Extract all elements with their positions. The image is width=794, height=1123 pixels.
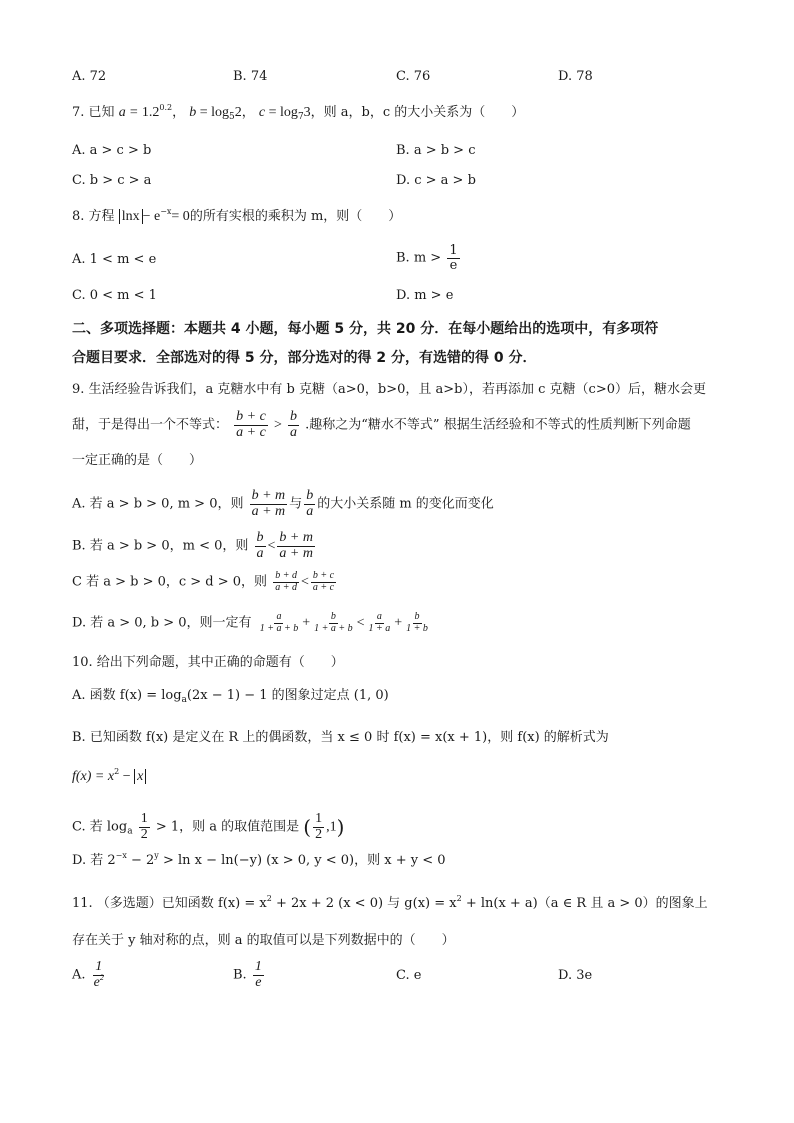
q9-frac2-num: b xyxy=(290,409,298,424)
q9-c-frac1-den: a + d xyxy=(275,581,297,593)
q9-d-frac2-den: 1 + a + b xyxy=(314,622,353,634)
q9-a-frac1-den: a + m xyxy=(251,503,286,519)
q9-d-frac4-num: b xyxy=(414,611,420,622)
q7-log7-arg: 3 xyxy=(303,105,311,120)
q10-b2-exp: 2 xyxy=(114,767,120,776)
q9-c-frac2-den: a + c xyxy=(312,581,335,593)
q9-b-frac2-den: a + m xyxy=(279,545,313,561)
q8-stem xyxy=(72,208,401,226)
q7-log5: log xyxy=(211,105,230,120)
q6-option-b: B. 74 xyxy=(233,69,268,84)
q10-option-b: B. 已知函数 f(x) 是定义在 R 上的偶函数，当 x ≤ 0 时 f(x) = x(x + 1)，则 f(x) 的解析式为 xyxy=(72,730,609,745)
q9-line2 xyxy=(72,410,691,440)
q9-a-frac2-den: a xyxy=(306,503,314,519)
q11-option-a xyxy=(72,960,108,990)
q9-a-frac1-num: b + m xyxy=(251,488,286,503)
q9-d-plus2: + xyxy=(394,615,403,631)
q7-option-a: A. a > c > b xyxy=(72,143,152,158)
q11-option-c: C. e xyxy=(396,968,422,983)
q11-b-frac xyxy=(253,960,264,990)
q9-b-lt: < xyxy=(267,538,276,554)
q10-d-exp2: y xyxy=(154,851,159,860)
q7-log7-base: 7 xyxy=(297,112,304,122)
q9-a-frac2-num: b xyxy=(306,488,314,503)
q10-option-c: C. 若 $\log_a$ $\frac{1}{2}$ > 1，则 a 的取值范围是 ( $\frac{1}{2}$ ,1) xyxy=(72,811,345,842)
q9-d-frac4-den: 1 + b xyxy=(406,622,428,634)
q10-b2-abs: x xyxy=(134,769,146,784)
q9-d-frac2 xyxy=(312,612,355,634)
q9-d-frac1-num: a xyxy=(276,611,282,622)
q9-b-pre: B. 若 a > b > 0，m < 0，则 xyxy=(72,538,249,554)
q8-eq: = 0 xyxy=(171,209,190,224)
q6-option-a: A. 72 xyxy=(72,69,107,84)
section2-line1: 二、多项选择题：本题共 4 小题，每小题 5 分，共 20 分．在每小题给出的选项中，有多项符 xyxy=(72,321,659,337)
q8-option-b-num: 1 xyxy=(449,243,458,258)
q10-c-range-tail: ,1 xyxy=(326,819,337,835)
q7-stem: 7. 已知 $a = 1.2^{0.2}$， $b = \log_52$， $c = \log_73$，则 a，b，c 的大小关系为（ ） xyxy=(72,103,525,122)
q9-a-mid: 与 xyxy=(289,496,303,512)
q9-l2-pre: 甜，于是得出一个不等式： xyxy=(72,417,229,433)
q9-d-frac2-num: b xyxy=(330,611,336,622)
q10-c-range-num: 1 xyxy=(315,811,323,826)
q9-frac1 xyxy=(234,410,268,440)
q8-option-b-frac xyxy=(447,244,459,272)
q9-c-frac2 xyxy=(311,571,336,593)
q9-c-frac1 xyxy=(273,571,299,593)
q9-line3: 一定正确的是（ ） xyxy=(72,453,203,468)
q10-lead: 10. 给出下列命题，其中正确的命题有（ ） xyxy=(72,655,344,670)
q9-gt: > xyxy=(273,417,282,433)
q8-option-b-pre: B. m > xyxy=(396,250,442,266)
q10-option-a xyxy=(72,687,389,705)
q8-option-c: C. 0 < m < 1 xyxy=(72,288,157,303)
q10-c-range-frac xyxy=(313,812,324,842)
q10-option-d xyxy=(72,852,446,870)
q8-mid: − e xyxy=(142,209,161,224)
q11-a-pre: A. xyxy=(72,967,86,983)
q7-option-c: C. b > c > a xyxy=(72,173,152,188)
q9-option-c xyxy=(72,571,338,593)
q7-log7: log xyxy=(280,105,298,120)
q7-log5-arg: 2 xyxy=(234,105,242,120)
q10-b2-mid: − xyxy=(119,769,135,784)
q11-a-den-exp: 2 xyxy=(99,972,104,982)
q11-line1 xyxy=(72,895,708,913)
q7-option-d: D. c > a > b xyxy=(396,173,476,188)
q9-d-frac4 xyxy=(404,612,430,634)
q9-b-frac2-num: b + m xyxy=(279,530,313,545)
q10-c-range-den: 2 xyxy=(315,826,323,842)
q9-frac2-den: a xyxy=(290,424,298,440)
q9-frac2 xyxy=(288,410,299,440)
q9-a-tail: 的大小关系随 m 的变化而变化 xyxy=(317,496,494,512)
q11-l1-mid: + 2x + 2 (x < 0) 与 g(x) = x xyxy=(271,896,457,911)
q9-a-pre: A. 若 a > b > 0, m > 0，则 xyxy=(72,496,244,512)
q6-option-d: D. 78 xyxy=(558,69,593,84)
q7-tail: ，则 a，b，c 的大小关系为（ ） xyxy=(310,105,525,120)
q9-option-b xyxy=(72,531,317,561)
q7-a: a xyxy=(118,105,126,120)
q9-d-frac3 xyxy=(367,612,393,634)
q10-c-frac xyxy=(139,812,150,842)
q7-log5-base: 5 xyxy=(229,112,235,122)
q10-option-b-formula xyxy=(72,768,146,786)
q7-lead: 7. 已知 xyxy=(72,105,115,120)
q10-d-mid: − 2 xyxy=(126,853,155,868)
q9-line1: 9. 生活经验告诉我们，a 克糖水中有 b 克糖（a>0，b>0，且 a>b），若再添加 c 克糖（c>0）后，糖水会更 xyxy=(72,382,706,397)
q11-l1-exp1: 2 xyxy=(266,894,272,903)
q10-a-sub: a xyxy=(181,695,187,705)
q10-a-tail: (2x − 1) − 1 的图象过定点 (1, 0) xyxy=(186,688,389,703)
q8-tail: 的所有实根的乘积为 m，则（ ） xyxy=(189,209,402,224)
q9-l2-tail: .趣称之为“糖水不等式” 根据生活经验和不等式的性质判断下列命题 xyxy=(305,417,691,433)
q9-c-lt: < xyxy=(300,574,309,590)
q9-d-frac1-den: 1 + a + b xyxy=(259,622,299,634)
q9-d-frac3-num: a xyxy=(376,611,382,622)
q9-a-frac1 xyxy=(250,489,288,519)
q9-b-frac1 xyxy=(255,531,266,561)
q9-d-frac3-den: 1 + a xyxy=(368,622,391,634)
q9-d-plus1: + xyxy=(302,615,311,631)
q8-abs: lnx xyxy=(119,209,143,224)
q7-exp: 0.2 xyxy=(159,103,173,112)
q9-c-frac1-num: b + d xyxy=(275,570,297,581)
q8-exp: −x xyxy=(160,207,172,216)
q11-a-den: e xyxy=(93,974,100,990)
q11-line2: 存在关于 y 轴对称的点，则 a 的取值可以是下列数据中的（ ） xyxy=(72,933,455,948)
q6-option-c: C. 76 xyxy=(396,69,431,84)
q11-l1-pre: 11. （多选题）已知函数 f(x) = x xyxy=(72,896,267,911)
q9-frac1-den: a + c xyxy=(236,424,266,440)
q10-c-frac-num: 1 xyxy=(140,811,148,826)
q9-b-frac1-den: a xyxy=(256,545,264,561)
q9-d-pre: D. 若 a > 0, b > 0，则一定有 xyxy=(72,615,252,631)
q9-a-frac2 xyxy=(304,489,315,519)
q11-b-den: e xyxy=(255,974,262,990)
q7-base: 1.2 xyxy=(141,105,160,120)
q9-frac1-num: b + c xyxy=(236,409,266,424)
q8-lead: 8. 方程 xyxy=(72,209,115,224)
q10-c-pre: C. 若 log xyxy=(72,819,128,835)
section2-line2: 合题目要求．全部选对的得 5 分，部分选对的得 2 分，有选错的得 0 分． xyxy=(72,350,537,366)
q9-c-pre: C 若 a > b > 0，c > d > 0，则 xyxy=(72,574,268,590)
q10-d-exp1: −x xyxy=(115,851,127,860)
q11-a-frac xyxy=(92,960,106,990)
q7-b: b xyxy=(189,105,197,120)
q9-b-frac2 xyxy=(277,531,315,561)
q11-b-num: 1 xyxy=(254,959,262,974)
q9-d-lt: < xyxy=(356,615,365,631)
q8-option-a: A. 1 < m < e xyxy=(72,252,157,267)
q7-eq: = xyxy=(129,105,138,120)
q10-d-pre: D. 若 2 xyxy=(72,853,116,868)
q10-b2-pre: f(x) = x xyxy=(72,769,115,784)
q9-d-frac1 xyxy=(258,612,301,634)
q7-option-b: B. a > b > c xyxy=(396,143,476,158)
q8-option-b-den: e xyxy=(449,257,458,273)
q11-option-d: D. 3e xyxy=(558,968,593,983)
q10-d-tail: > ln x − ln(−y) (x > 0, y < 0)，则 x + y < 0 xyxy=(158,853,446,868)
q7-c: c xyxy=(258,105,266,120)
q9-b-frac1-num: b xyxy=(256,530,264,545)
q10-c-mid: > 1，则 a 的取值范围是 xyxy=(155,819,300,835)
q10-c-frac-den: 2 xyxy=(140,826,148,842)
q11-l1-tail: + ln(x + a)（a ∈ R 且 a > 0）的图象上 xyxy=(461,896,708,911)
q11-l1-exp2: 2 xyxy=(456,894,462,903)
q8-option-d: D. m > e xyxy=(396,288,454,303)
q9-c-frac2-num: b + c xyxy=(312,570,335,581)
q8-option-b xyxy=(396,244,462,272)
q10-c-sub: a xyxy=(127,826,133,837)
q10-a-text: A. 函数 f(x) = log xyxy=(72,688,182,703)
q11-b-pre: B. xyxy=(233,967,247,983)
q11-option-b xyxy=(233,960,266,990)
q9-option-d xyxy=(72,612,432,634)
q9-option-a xyxy=(72,489,494,519)
q11-a-num: 1 xyxy=(95,959,103,974)
